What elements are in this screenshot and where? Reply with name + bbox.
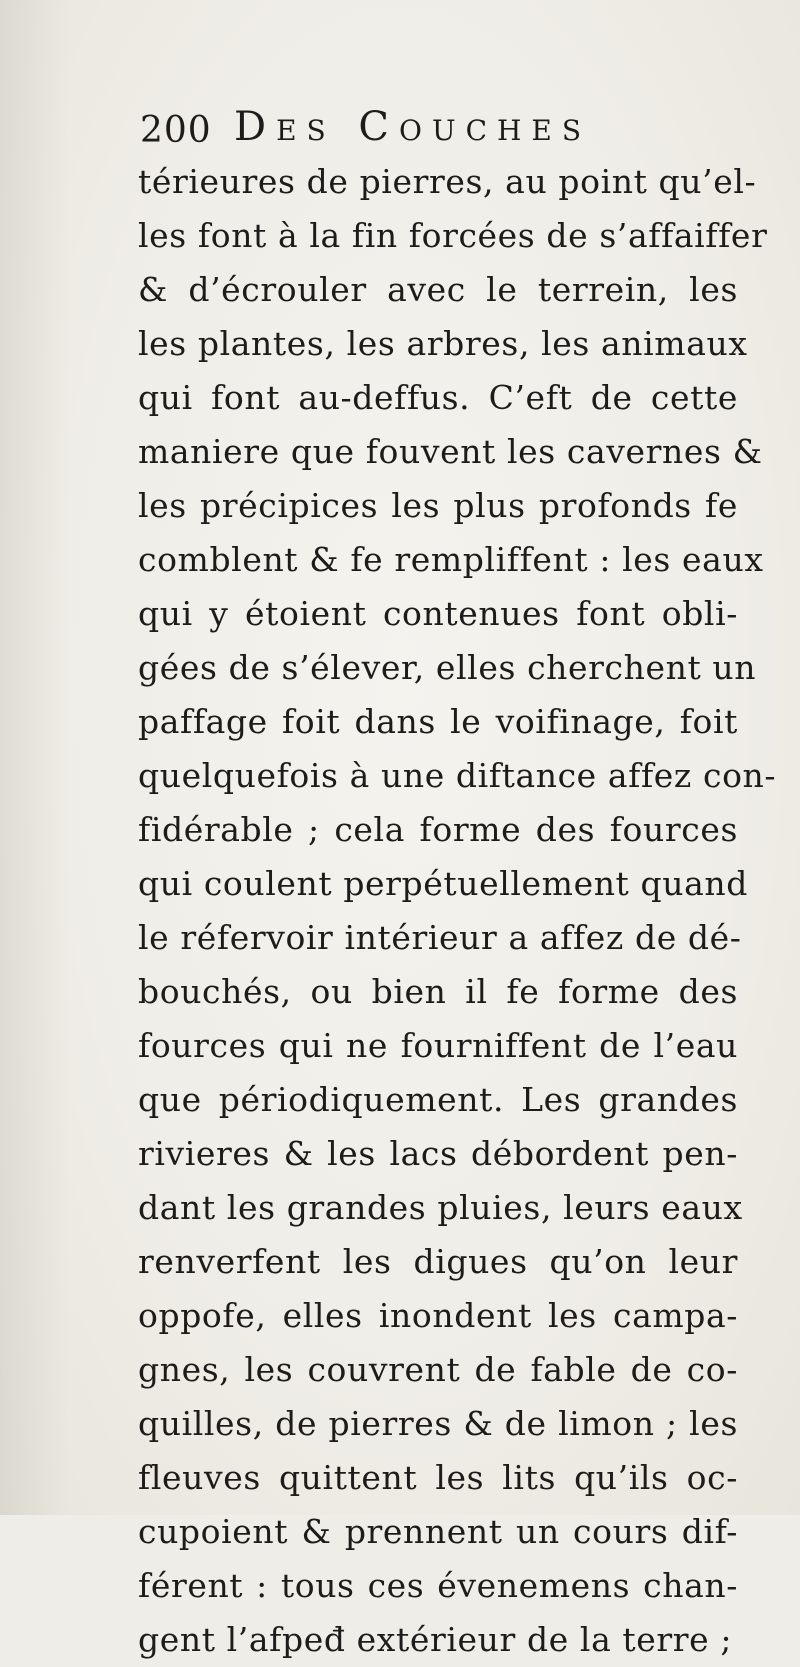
text-line: gent l’afpeđ extérieur de la terre ; bbox=[138, 1620, 733, 1659]
text-line: fidérable ; cela forme des fources bbox=[138, 810, 738, 849]
text-line: bouchés, ou bien il fe forme des bbox=[138, 972, 738, 1011]
text-line: maniere que fouvent les cavernes & bbox=[138, 432, 763, 471]
text-line: térieures de pierres, au point qu’el- bbox=[138, 162, 757, 201]
running-head bbox=[140, 104, 700, 154]
text-line: quelquefois à une diftance affez con- bbox=[138, 756, 777, 795]
text-line: les plantes, les arbres, les animaux bbox=[138, 324, 748, 363]
text-line: gnes, les couvrent de fable de co- bbox=[138, 1350, 738, 1389]
text-line: dant les grandes pluies, leurs eaux bbox=[138, 1188, 743, 1227]
text-line: fources qui ne fourniffent de l’eau bbox=[138, 1026, 738, 1065]
text-line: les font à la fin forcées de s’affaiffer bbox=[138, 216, 768, 255]
text-line: gées de s’élever, elles cherchent un bbox=[138, 648, 757, 687]
gutter-shadow bbox=[0, 0, 70, 1515]
text-line: fleuves quittent les lits qu’ils oc- bbox=[138, 1458, 738, 1497]
text-line: quilles, de pierres & de limon ; les bbox=[138, 1404, 738, 1443]
text-line: & d’écrouler avec le terrein, les bbox=[138, 270, 738, 309]
text-line: que périodiquement. Les grandes bbox=[138, 1080, 738, 1119]
text-line: qui font au-deffus. C’eft de cette bbox=[138, 378, 738, 417]
page-number: 200 bbox=[140, 110, 212, 151]
text-line: rivieres & les lacs débordent pen- bbox=[138, 1134, 738, 1173]
text-line: renverfent les digues qu’on leur bbox=[138, 1242, 738, 1281]
text-line: férent : tous ces évenemens chan- bbox=[138, 1566, 738, 1605]
text-line: oppofe, elles inondent les campa- bbox=[138, 1296, 738, 1335]
text-line: paffage foit dans le voifinage, foit bbox=[138, 702, 738, 741]
text-line: comblent & fe rempliffent : les eaux bbox=[138, 540, 764, 579]
body-text bbox=[138, 155, 777, 1667]
running-title: Des Couches bbox=[234, 104, 592, 150]
text-line: les précipices les plus profonds fe bbox=[138, 486, 738, 525]
text-line: cupoient & prennent un cours dif- bbox=[138, 1512, 738, 1551]
text-line: le réfervoir intérieur a affez de dé- bbox=[138, 918, 742, 957]
text-line: qui coulent perpétuellement quand bbox=[138, 864, 748, 903]
text-line: qui y étoient contenues font obli- bbox=[138, 594, 738, 633]
